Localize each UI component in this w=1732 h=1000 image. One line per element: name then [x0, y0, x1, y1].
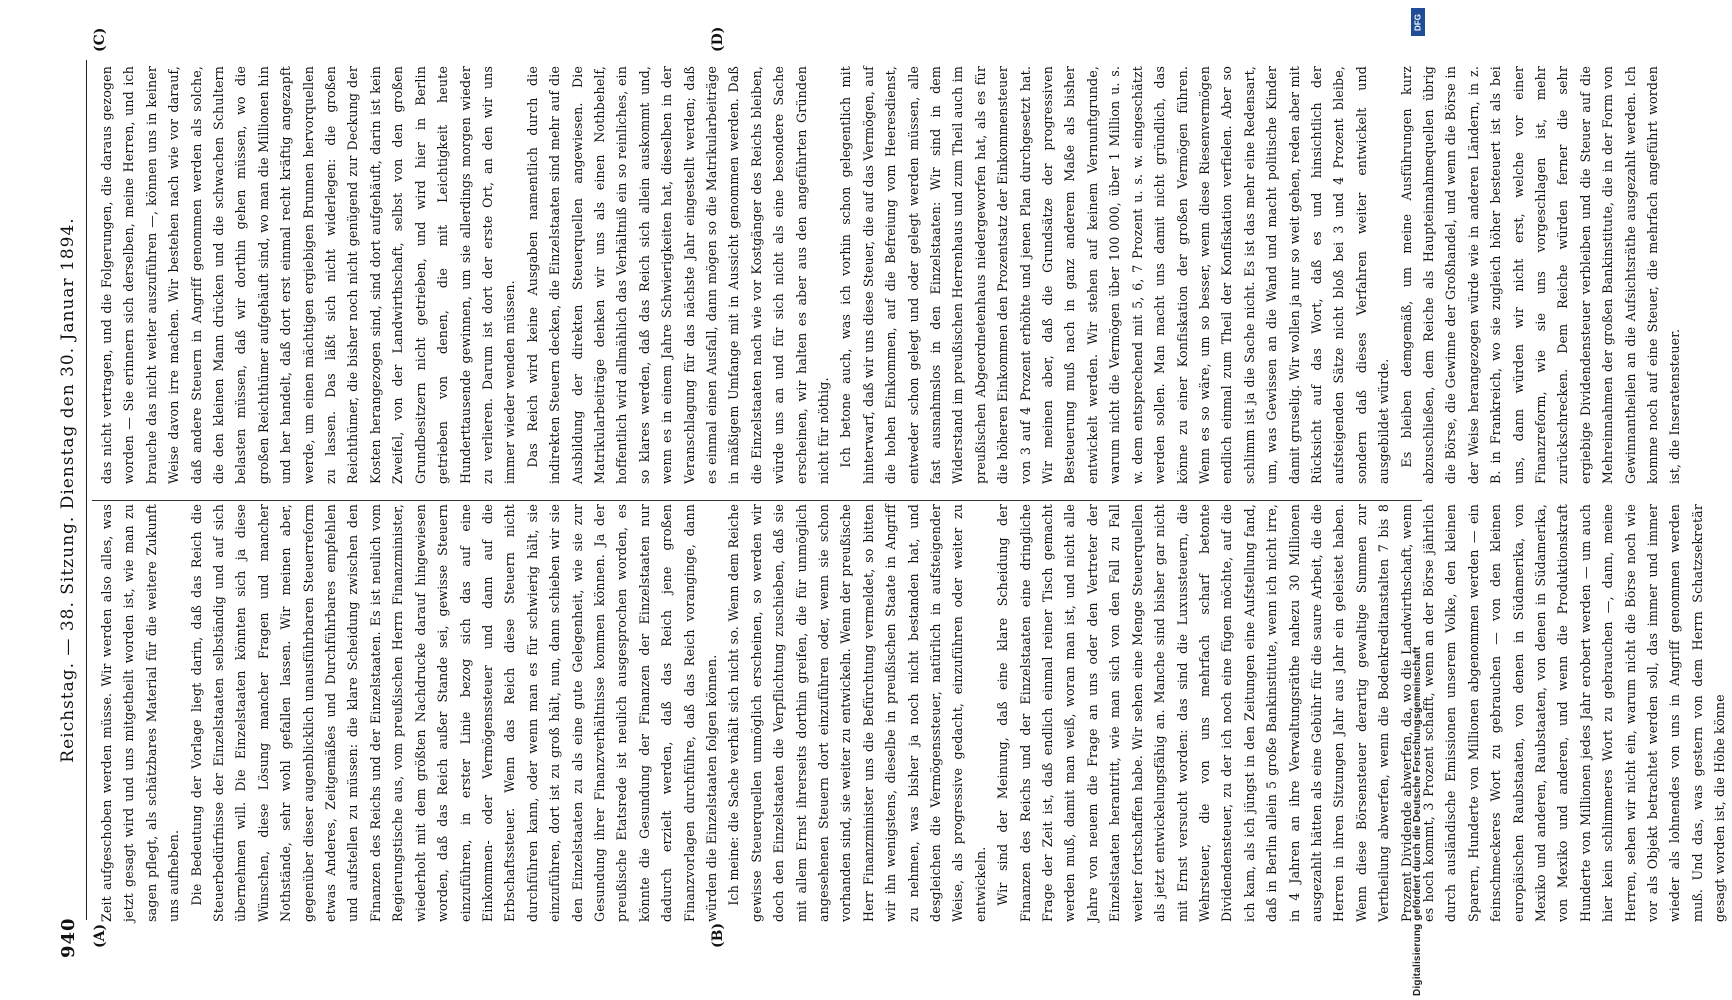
paragraph: Ich betone auch, was ich vorhin schon gelegentlich mit hinterwarf, daß wir uns diese Steuer, die auf das Vermögen, auf die hohen Einkommen, auf die Befreiung vom Heeresdienst, entweder schon gelegt und oder gelegt werden müssen, alle fast ausnahmslos in den Einzelstaaten: Wir sind in dem Widerstand im preußischen Herrenhaus und zum Theil auch im preußischen Abgeordnetenhaus niedergeworfen hat, als es für die höheren Einkommen den Prozentsatz der Einkommensteuer von 3 auf 4 Prozent erhöhte und jenen Plan durchgesetzt hat. Wir meinen aber, daß die Grundsätze der progressiven Besteuerung muß nach in ganz anderem Maße als bisher entwickelt werden. Wir stehen auf keinem Vernunftgrunde, warum nicht die Vermögen über 100 000, über 1 Million u. s. w. dem entsprechend mit 5, 6, 7 Prozent u. s. w. eingeschätzt werden sollen. Man macht uns damit nicht gründlich, das könne zu einer Konfiskation der großen Vermögen führen. Wenn es so wäre, um so besser, wenn diese Riesenvermögen endlich einmal zum Theil der Konfiskation verfielen. Aber so schlimm ist ja die Sache nicht. Es ist das mehr eine Redensart, um, was Gewissen an die Wand und macht politische Kinder damit gruselig. Wir wollen ja nur so weit gehen, reden aber mit Rücksicht auf das Wort, daß es und hinsichtlich der aufsteigenden Sätze nicht bloß bei 3 und 4 Prozent bleibe, sondern daß dieses Verfahren weiter entwickelt und ausgebildet würde.	[838, 66, 1392, 484]
paragraph: Es bleiben demgemäß, um meine Ausführungen kurz abzuschließen, dem Reiche als Haupteinnahmequellen übrig die Börse, die Gewinne der Großhandel, und wenn die Börse in der Weise herangezogen würde wie in anderen Ländern, in z. B. in Frankreich, wo sie zugleich höher besteuert ist als bei uns, dann würden wir nicht erst, welche vor einer Finanzreform, wie sie uns vorgeschlagen ist, mehr zurückschrecken. Dem Reiche würden ferner die sehr ergiebige Dividendensteuer verbleiben und die Steuer auf die Mehreinnahmen der großen Bankinstitute, die in der Form von Gewinnantheilen an die Aufsichtsräthe ausgezahlt werden. Ich komme noch auf eine Steuer, die mehrfach angeführt worden ist, die Inseratensteuer.	[1398, 66, 1683, 484]
header-rule	[86, 60, 87, 920]
paragraph: Das Reich wird keine Ausgaben namentlich durch die indirekten Steuern decken, die Einzelstaaten sind mehr auf die Ausbildung der direkten Steuerquellen angewiesen. Die Matrikularbeiträge denken wir uns als einen Nothbehelf, hoffentlich wird allmählich das Verhältniß ein so reinliches, ein so klares werden, daß das Reich sich allein auskommt und, wenn es in einem Jahre Schwierigkeiten hat, dieselben in der Veranschlagung für das nächste Jahr eingestellt werden; daß es einmal einen Ausfall, dann mögen so die Matrikularbeiträge in mäßigem Umfange mit in Aussicht genommen werden. Daß die Einzelstaaten nach wie vor Kostgänger des Reichs bleiben, würde uns an und für sich nicht als eine besondere Sache erscheinen, wir halten es aber aus den angeführten Gründen nicht für nöthig.	[524, 66, 831, 484]
paragraph: das nicht vertragen, und die Folgerungen, die daraus gezogen worden — Sie erinnern sich derselben, meine Herren, und ich brauche das nicht weiter auszuführen —, können uns in keiner Weise davon irre machen. Wir bestehen nach wie vor darauf, daß andere Steuern in Angriff genommen werden als solche, die den kleinen Mann drücken und die schwachen Schultern belasten müssen, daß wir dorthin gehen müssen, wo die großen Reichthümer aufgehäuft sind, wo man die Millionen hin und her handelt, daß dort erst einmal recht kräftig angezapft werde, um einen mächtigen ergiebigen Brunnen hervorquellen zu lassen. Das läßt sich nicht widerlegen: die großen Reichthümer, die bisher noch nicht genügend zur Deckung der Kosten herangezogen sind, sind dort aufgehäuft, darin ist kein Zweifel, von der Landwirthschaft, selbst von den großen Grundbesitzern nicht getrieben, und wird hier in Berlin getrieben von denen, die mit Leichtigkeit heute Hunderttausende gewinnen, um sie allerdings morgen wieder zu verlieren. Darum ist dort der erste Ort, an den wir uns immer wieder wenden müssen.	[99, 66, 518, 484]
margin-marker-a: (A)	[92, 923, 108, 948]
text-column-left	[96, 504, 1728, 922]
dfg-logo-text: DFG	[1413, 14, 1423, 31]
dfg-logo	[1411, 8, 1425, 36]
paragraph: Ich meine: die Sache verhält sich nicht so. Wenn dem Reiche gewisse Steuerquellen unmöglich erscheinen, so werden wir doch den Einzelstaaten die Verpflichtung zuschieben, daß sie mit allem Ernst ihrerseits dorthin greifen, die für unmöglich angesehenen Steuern dort einzuführen oder, wenn sie schon vorhanden sind, sie weiter zu entwickeln. Wenn der preußische Herr Finanzminister uns die Befürchtung vermeldet, so bitten wir ihn wenigstens, dieselbe in preußischen Staate in Angriff zu nehmen, was bisher ja noch nicht bestanden hat, und desgleichen die Vermögenssteuer, natürlich in aufsteigender Weise, als progressive gedacht, einzuführen oder weiter zu entwickeln.	[726, 504, 988, 922]
running-header: Reichstag. — 38. Sitzung. Dienstag den 30. Januar 1894.	[58, 217, 78, 763]
column-divider	[92, 500, 1422, 501]
paragraph: Die Bedeutung der Vorlage liegt darin, daß das Reich die Steuerbedürfnisse der Einzelstaaten selbständig und auf sich übernehmen will. Die Einzelstaaten könnten sich ja diese Wünschen, diese Lösung mancher Fragen und mancher Nothstände, sehr wohl gefallen lassen. Wir meinen aber, gegenüber dieser augenblicklich unausführbaren Steuerreform etwas Anderes, Zeitgemäßes und Durchführbares empfehlen und aufstellen zu müssen: die klare Scheidung zwischen den Finanzen des Reichs und der Einzelstaaten. Es ist neulich vom Regierungstische aus, vom preußischen Herrn Finanzminister, wiederholt mit dem größten Nachdrucke darauf hingewiesen worden, daß das Reich außer Stande sei, gewisse Steuern einzuführen, in erster Linie bezog sich das auf eine Einkommen- oder Vermögenssteuer und dann auf die Erbschaftssteuer. Wenn das Reich diese Steuern nicht durchführen kann, oder wenn man es für schwierig hält, sie einzuführen, dort ist zu groß hält, nun, dann schieben wir sie den Einzelstaaten zu als eine gute Gelegenheit, wie sie zur Gesundung ihrer Finanzverhältnisse kommen können. Ja der preußische Etatsrede ist neulich ausgesprochen worden, es könnte die Gesundung der Finanzen der Einzelstaaten nur dadurch erzielt werden, daß das Reich jene großen Finanzvorlagen durchführe, daß das Reich voranginge, dann würden die Einzelstaaten folgen können.	[188, 504, 719, 922]
margin-marker-d: (D)	[710, 26, 726, 52]
text-column-right	[96, 66, 1683, 484]
margin-marker-c: (C)	[92, 27, 108, 52]
paragraph: Wir sind der Meinung, daß eine klare Scheidung der Finanzen des Reichs und der Einzelstaaten eine dringliche Frage der Zeit ist, daß endlich einmal reiner Tisch gemacht werden muß, damit man weiß, woran man ist, und nicht alle Jahre von neuem die Frage an uns oder den Vertreter der Einzelstaaten herantritt, wie man sich von den Fall zu Fall weiter fortschaffen habe. Wir sehen eine Menge Steuerquellen als jetzt entwickelungsfähig an. Manche sind bisher gar nicht mit Ernst versucht worden: das sind die Luxussteuern, die Wehrsteuer, die von uns mehrfach scharf betonte Dividendensteuer, zu der ich noch eine fügen möchte, auf die ich kam, als ich jüngst in den Zeitungen eine Aufstellung fand, daß in Berlin allein 5 große Bankinstitute, wenn ich nicht irre, in 4 Jahren an ihre Verwaltungsräthe nahezu 30 Millionen ausgezahlt hätten als eine Gebühr für die saure Arbeit, die die Herren in ihren Sitzungen Jahr aus Jahr ein geleistet haben. Wenn diese Börsensteuer derartig gewaltige Summen zur Vertheilung abwerfen, wenn die Bodenkreditanstalten 7 bis 8 Prozent Dividende abwerfen, da, wo die Landwirthschaft, wenn es hoch kommt, 3 Prozent schafft, wenn an der Börse jährlich durch ausländische Emissionen unserem Volke, den kleinen Sparern, Hunderte von Millionen abgenommen werden — ein feinschmeckeres Wort zu gebrauchen — von den kleinen europäischen Raubstaaten, von denen in Südamerika, von Mexiko und anderen, Raubstaaten, von denen in Südamerika, von Mexiko und anderen, und wenn die Produktionskraft Hunderte von Millionen jedes Jahr erobert werden — um auch hier kein schlimmeres Wort zu gebrauchen —, dann, meine Herren, sehen wir nicht ein, warum nicht die Börse noch wie vor als Objekt betrachtet werden soll, das immer und immer wieder als lohnendes von uns in Angriff genommen werden muß. Und das, was gestern von dem Herrn Schatzsekretär gesagt worden ist, die Höhe könne	[995, 504, 1728, 922]
margin-marker-b: (B)	[710, 922, 726, 948]
digitization-credit: Digitalisierung gefördert durch die Deutsche Forschungsgemeinschaft	[1412, 646, 1423, 996]
paragraph: Zeit aufgeschoben werden müsse. Wir werden also alles, was jetzt gesagt wird und uns mitgetheilt worden ist, wie man zu sagen pflegt, als schätzbares Material für die weitere Zukunft uns aufheben.	[99, 504, 182, 922]
page-number: 940	[58, 917, 79, 958]
